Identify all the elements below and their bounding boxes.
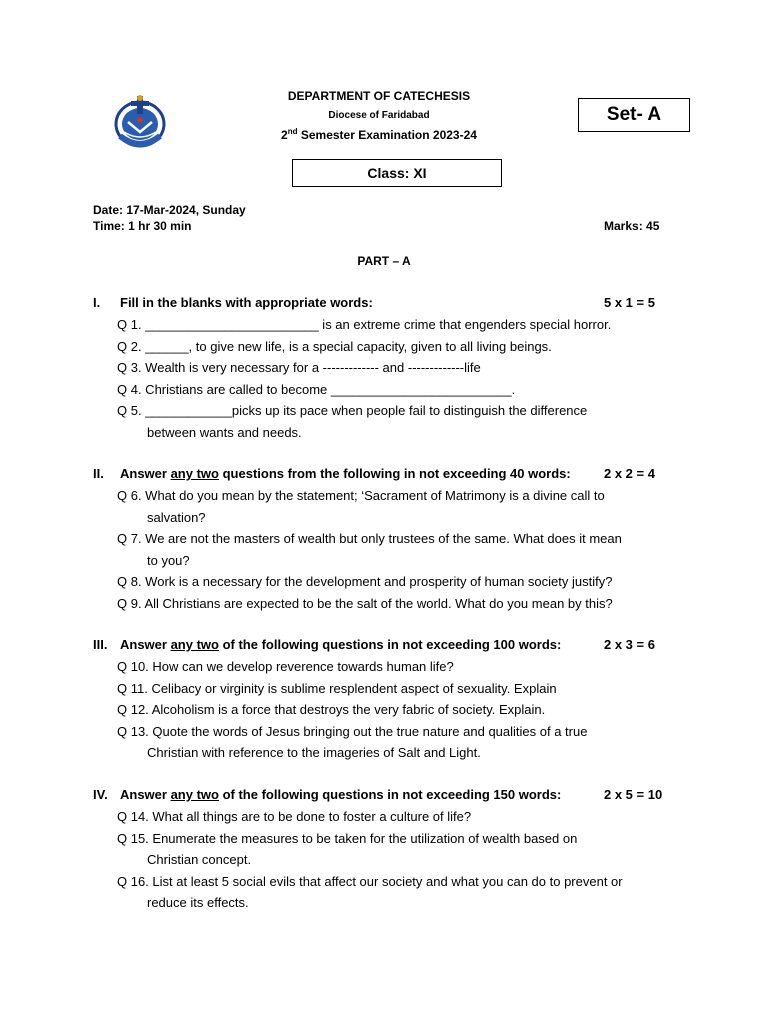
question-item: Q 16. List at least 5 social evils that affect our society and what you can do to prevent or [117, 873, 623, 889]
question-item: Q 5. ____________picks up its pace when people fail to distinguish the difference [117, 403, 588, 418]
section-number: I. [93, 295, 101, 310]
set-label: Set- A [578, 98, 690, 132]
question-list [117, 485, 677, 614]
question-item: Q 3. Wealth is very necessary for a ------------- and -------------life [117, 360, 481, 375]
section-marks: 2 x 2 = 4 [604, 466, 655, 481]
section-number: IV. [93, 787, 108, 802]
question-item: Q 9. All Christians are expected to be the salt of the world. What do you mean by this? [117, 595, 613, 611]
class-label: Class: XI [292, 159, 502, 187]
section-number: III. [93, 637, 108, 652]
total-marks: Marks: 45 [604, 219, 660, 233]
question-item: Q 8. Work is a necessary for the development and prosperity of human society justify? [117, 574, 613, 589]
question-list [117, 656, 677, 764]
section-marks: 5 x 1 = 5 [604, 295, 655, 310]
section-marks: 2 x 5 = 10 [604, 787, 663, 802]
question-continuation: Christian concept. [147, 852, 252, 867]
question-item: Q 11. Celibacy or virginity is sublime resplendent aspect of sexuality. Explain [117, 680, 557, 696]
question-list [117, 806, 677, 914]
question-item: Q 14. What all things are to be done to foster a culture of life? [117, 809, 472, 824]
section-title: Answer any two questions from the following in not exceeding 40 words: [120, 466, 571, 481]
question-item: Q 10. How can we develop reverence towards human life? [117, 659, 454, 674]
question-item: Q 15. Enumerate the measures to be taken for the utilization of wealth based on [117, 830, 578, 846]
question-item: Q 7. We are not the masters of wealth but only trustees of the same. What does it mean [117, 531, 622, 546]
question-continuation: to you? [147, 552, 190, 568]
section-title: Answer any two of the following questions in not exceeding 150 words: [120, 787, 562, 802]
question-continuation: reduce its effects. [147, 895, 249, 910]
question-item: Q 13. Quote the words of Jesus bringing out the true nature and qualities of a true [117, 723, 588, 739]
question-continuation: Christian with reference to the imageries of Salt and Light. [147, 745, 481, 760]
question-list [117, 314, 677, 443]
diocese-name: Diocese of Faridabad [328, 110, 430, 121]
department-title: DEPARTMENT OF CATECHESIS [287, 89, 471, 103]
exam-date: Date: 17-Mar-2024, Sunday [93, 203, 246, 217]
section-title: Fill in the blanks with appropriate words: [120, 295, 373, 310]
question-item: Q 4. Christians are called to become _________________________. [117, 381, 516, 397]
diocese-logo [108, 92, 172, 152]
section-number: II. [93, 466, 104, 481]
question-item: Q 6. What do you mean by the statement; ‘Sacrament of Matrimony is a divine call to [117, 488, 605, 503]
question-item: Q 1. ________________________ is an extreme crime that engenders special horror. [117, 317, 612, 332]
question-continuation: salvation? [147, 509, 206, 525]
question-item: Q 2. ______, to give new life, is a special capacity, given to all living beings. [117, 338, 552, 354]
part-heading: PART – A [357, 254, 411, 268]
section-marks: 2 x 3 = 6 [604, 637, 655, 652]
question-item: Q 12. Alcoholism is a force that destroys the very fabric of society. Explain. [117, 702, 546, 717]
exam-title: 2nd Semester Examination 2023-24 [281, 127, 477, 142]
section-title: Answer any two of the following questions in not exceeding 100 words: [120, 637, 562, 652]
exam-time: Time: 1 hr 30 min [93, 219, 192, 233]
question-continuation: between wants and needs. [147, 424, 302, 440]
